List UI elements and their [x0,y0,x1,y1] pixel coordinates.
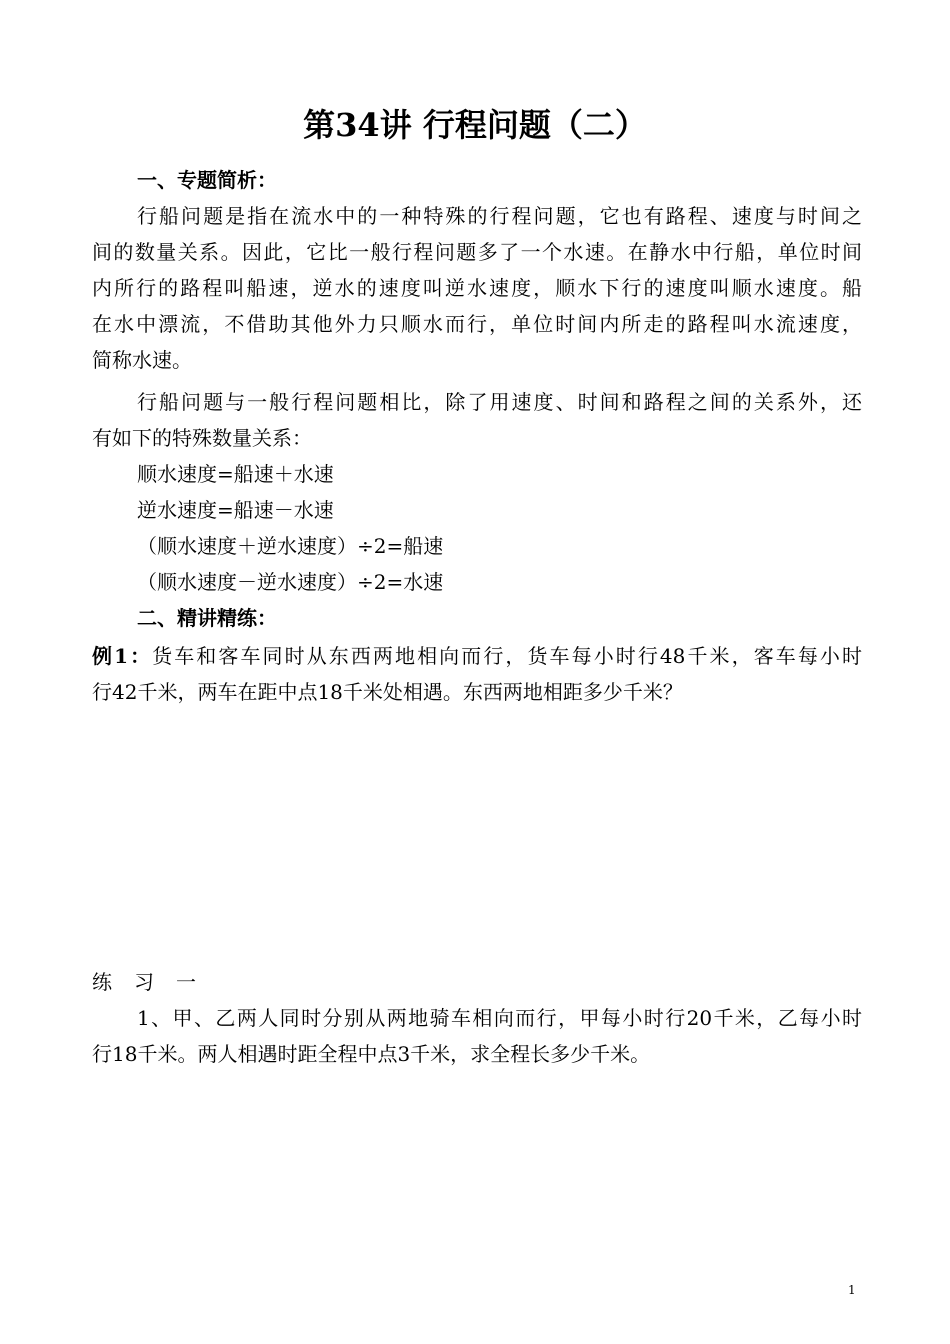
example1-line1 [92,638,862,674]
page-number: 1 [848,1283,856,1297]
formula-boat-speed: （顺水速度＋逆水速度）÷2=船速 [137,534,444,558]
paragraph1-line3: 内所行的路程叫船速，逆水的速度叫逆水速度，顺水下行的速度叫顺水速度。船 [92,276,862,300]
paragraph1-line2: 间的数量关系。因此，它比一般行程问题多了一个水速。在静水中行船，单位时间 [92,240,862,264]
example1-line2: 行42千米，两车在距中点18千米处相遇。东西两地相距多少千米？ [92,680,683,704]
page-title: 第34讲 行程问题（二） [303,106,647,144]
paragraph1-line5: 简称水速。 [92,348,192,372]
exercise1-line1: 1、甲、乙两人同时分别从两地骑车相向而行，甲每小时行20千米，乙每小时 [137,1006,862,1030]
exercise1-line2: 行18千米。两人相遇时距全程中点3千米，求全程长多少千米。 [92,1042,651,1066]
paragraph2-line2: 有如下的特殊数量关系： [92,426,312,450]
section-heading-analysis: 一、专题简析： [137,168,277,192]
section-heading-practice: 二、精讲精练： [137,606,277,630]
paragraph2-line1: 行船问题与一般行程问题相比，除了用速度、时间和路程之间的关系外，还 [137,390,862,414]
formula-upstream: 逆水速度=船速－水速 [137,498,334,522]
example1-text-line1: 货车和客车同时从东西两地相向而行，货车每小时行48千米，客车每小时 [152,644,862,668]
formula-water-speed: （顺水速度－逆水速度）÷2=水速 [137,570,444,594]
formula-downstream: 顺水速度=船速＋水速 [137,462,334,486]
paragraph1-line4: 在水中漂流，不借助其他外力只顺水而行，单位时间内所走的路程叫水流速度， [92,312,862,336]
exercise-label: 练习一 [92,970,218,994]
paragraph1-line1: 行船问题是指在流水中的一种特殊的行程问题，它也有路程、速度与时间之 [137,204,862,228]
example1-label: 例1： [92,644,153,668]
